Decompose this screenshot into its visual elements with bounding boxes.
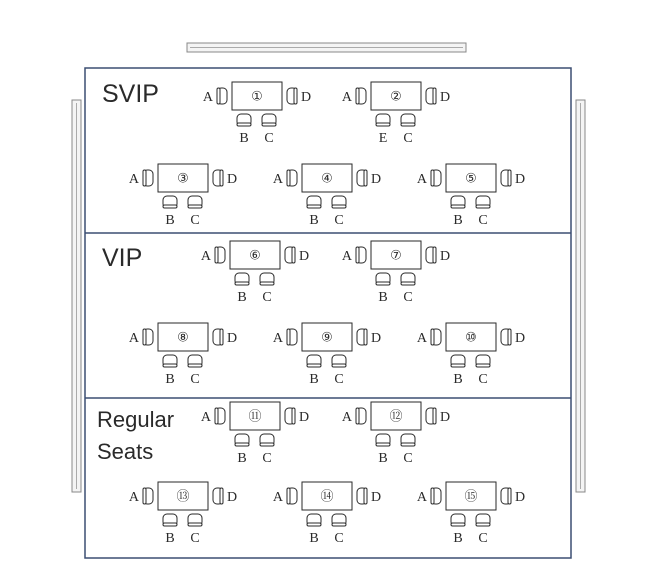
- seat-label-left: A: [341, 249, 352, 264]
- seat-label-left: A: [416, 490, 427, 505]
- table-number: ⑦: [390, 248, 402, 264]
- table-group-7: [342, 241, 450, 305]
- table-group-5: [417, 164, 525, 228]
- seat-label-bottom: B: [453, 531, 463, 546]
- table-number: ⑮: [464, 489, 478, 505]
- table-number: ⑬: [176, 489, 190, 505]
- seat-label-bottom: C: [190, 372, 200, 387]
- seat-label-right: D: [371, 490, 382, 505]
- table-number: ⑧: [177, 330, 189, 346]
- seat-chair-bottom: [476, 355, 490, 367]
- seat-label-right: D: [227, 172, 238, 187]
- top-wall: [187, 43, 466, 52]
- seat-chair-right: [426, 408, 436, 424]
- zone-label-regular-line2: Seats: [97, 439, 154, 464]
- seat-label-bottom: C: [262, 451, 272, 466]
- seat-label-bottom: C: [334, 213, 344, 228]
- seat-chair-bottom: [376, 114, 390, 126]
- seat-label-right: D: [515, 490, 526, 505]
- seat-label-left: A: [272, 172, 283, 187]
- table-group-11: [201, 402, 309, 466]
- seat-chair-bottom: [451, 196, 465, 208]
- table-number: ③: [177, 171, 189, 187]
- seat-chair-left: [356, 247, 366, 263]
- seat-chair-bottom: [163, 196, 177, 208]
- seat-chair-right: [426, 247, 436, 263]
- right-wall: [576, 100, 585, 492]
- seat-chair-bottom: [163, 514, 177, 526]
- seat-label-bottom: C: [478, 372, 488, 387]
- seat-label-bottom: C: [403, 131, 413, 146]
- seat-label-left: A: [128, 331, 139, 346]
- seat-chair-bottom: [188, 514, 202, 526]
- seat-chair-left: [143, 170, 153, 186]
- zone-label-regular-line1: Regular: [97, 407, 175, 432]
- table-group-3: [129, 164, 237, 228]
- seat-label-bottom: C: [262, 290, 272, 305]
- seat-chair-right: [501, 488, 511, 504]
- seat-chair-bottom: [401, 273, 415, 285]
- seat-chair-bottom: [376, 273, 390, 285]
- table-number: ①: [251, 89, 263, 105]
- seat-chair-right: [213, 488, 223, 504]
- seat-label-bottom: B: [165, 213, 175, 228]
- seat-chair-bottom: [307, 196, 321, 208]
- seat-label-right: D: [227, 331, 238, 346]
- seat-chair-left: [431, 170, 441, 186]
- seat-chair-bottom: [376, 434, 390, 446]
- seat-label-bottom: B: [378, 290, 388, 305]
- seat-label-right: D: [227, 490, 238, 505]
- seat-label-right: D: [440, 249, 451, 264]
- seat-label-left: A: [416, 172, 427, 187]
- table-group-15: [417, 482, 525, 546]
- table-group-4: [273, 164, 381, 228]
- seat-chair-left: [431, 329, 441, 345]
- seat-label-bottom: B: [165, 531, 175, 546]
- seat-label-left: A: [341, 410, 352, 425]
- seat-chair-bottom: [476, 514, 490, 526]
- seat-chair-right: [357, 329, 367, 345]
- seat-chair-left: [287, 488, 297, 504]
- seat-chair-right: [285, 247, 295, 263]
- seat-chair-right: [501, 170, 511, 186]
- seat-label-bottom: B: [309, 213, 319, 228]
- seat-chair-bottom: [307, 355, 321, 367]
- seat-label-bottom: B: [453, 213, 463, 228]
- seat-chair-bottom: [262, 114, 276, 126]
- table-group-2: [342, 82, 450, 146]
- seat-chair-right: [285, 408, 295, 424]
- seat-chair-right: [357, 488, 367, 504]
- table-number: ⑤: [465, 171, 477, 187]
- table-group-14: [273, 482, 381, 546]
- left-wall: [72, 100, 81, 492]
- seat-chair-bottom: [332, 196, 346, 208]
- table-number: ②: [390, 89, 402, 105]
- seat-label-bottom: C: [403, 451, 413, 466]
- seat-chair-left: [356, 88, 366, 104]
- seat-chair-right: [501, 329, 511, 345]
- seat-chair-left: [215, 408, 225, 424]
- seat-label-bottom: B: [309, 531, 319, 546]
- seat-chair-left: [143, 488, 153, 504]
- table-number: ④: [321, 171, 333, 187]
- seat-chair-left: [215, 247, 225, 263]
- seat-chair-bottom: [260, 434, 274, 446]
- seat-chair-bottom: [235, 273, 249, 285]
- seat-label-bottom: C: [334, 531, 344, 546]
- tables-layer: [129, 82, 525, 546]
- table-number: ⑥: [249, 248, 261, 264]
- seat-label-bottom: B: [309, 372, 319, 387]
- seat-label-left: A: [272, 490, 283, 505]
- table-number: ⑨: [321, 330, 333, 346]
- seat-chair-right: [357, 170, 367, 186]
- seat-label-bottom: C: [334, 372, 344, 387]
- table-group-6: [201, 241, 309, 305]
- zone-label-vip: VIP: [102, 244, 143, 272]
- seat-chair-left: [217, 88, 227, 104]
- seat-label-right: D: [515, 331, 526, 346]
- seat-label-bottom: B: [237, 451, 247, 466]
- seat-label-right: D: [301, 90, 312, 105]
- seat-label-bottom: B: [165, 372, 175, 387]
- seat-label-right: D: [299, 410, 310, 425]
- seat-label-bottom: C: [403, 290, 413, 305]
- table-group-8: [129, 323, 237, 387]
- seat-label-bottom: C: [478, 531, 488, 546]
- seat-chair-right: [213, 329, 223, 345]
- table-number: ⑪: [248, 409, 262, 425]
- zone-label-svip: SVIP: [102, 80, 159, 108]
- seat-label-bottom: E: [378, 131, 388, 146]
- seat-chair-bottom: [235, 434, 249, 446]
- seat-chair-bottom: [476, 196, 490, 208]
- seat-label-bottom: B: [453, 372, 463, 387]
- table-group-1: [203, 82, 311, 146]
- seat-label-bottom: B: [378, 451, 388, 466]
- seat-label-bottom: C: [190, 213, 200, 228]
- seat-chair-bottom: [332, 514, 346, 526]
- seat-chair-right: [426, 88, 436, 104]
- table-group-12: [342, 402, 450, 466]
- table-group-13: [129, 482, 237, 546]
- seat-chair-bottom: [188, 355, 202, 367]
- seat-label-right: D: [299, 249, 310, 264]
- seat-label-bottom: B: [237, 290, 247, 305]
- seat-label-bottom: B: [239, 131, 249, 146]
- seat-label-bottom: C: [190, 531, 200, 546]
- seat-chair-bottom: [451, 355, 465, 367]
- seat-label-right: D: [371, 172, 382, 187]
- table-number: ⑫: [389, 409, 403, 425]
- table-group-9: [273, 323, 381, 387]
- seat-label-left: A: [200, 249, 211, 264]
- seat-label-left: A: [200, 410, 211, 425]
- seat-chair-bottom: [237, 114, 251, 126]
- seat-label-left: A: [341, 90, 352, 105]
- seat-chair-bottom: [451, 514, 465, 526]
- table-group-10: [417, 323, 525, 387]
- seat-chair-right: [287, 88, 297, 104]
- table-number: ⑩: [465, 330, 477, 346]
- seat-chair-bottom: [260, 273, 274, 285]
- seat-chair-left: [356, 408, 366, 424]
- seat-label-right: D: [440, 410, 451, 425]
- seat-chair-right: [213, 170, 223, 186]
- seat-chair-bottom: [332, 355, 346, 367]
- seat-chair-left: [287, 329, 297, 345]
- seat-chair-bottom: [401, 114, 415, 126]
- seat-label-bottom: C: [264, 131, 274, 146]
- seat-label-left: A: [416, 331, 427, 346]
- table-number: ⑭: [320, 489, 334, 505]
- seat-chair-bottom: [188, 196, 202, 208]
- seat-chair-bottom: [163, 355, 177, 367]
- seat-label-left: A: [128, 172, 139, 187]
- seat-chair-bottom: [401, 434, 415, 446]
- seat-label-left: A: [202, 90, 213, 105]
- seat-chair-left: [287, 170, 297, 186]
- seat-chair-bottom: [307, 514, 321, 526]
- seat-chair-left: [143, 329, 153, 345]
- seat-label-right: D: [515, 172, 526, 187]
- seat-label-right: D: [371, 331, 382, 346]
- seat-chair-left: [431, 488, 441, 504]
- seat-label-bottom: C: [478, 213, 488, 228]
- seat-label-left: A: [272, 331, 283, 346]
- seat-label-right: D: [440, 90, 451, 105]
- seat-label-left: A: [128, 490, 139, 505]
